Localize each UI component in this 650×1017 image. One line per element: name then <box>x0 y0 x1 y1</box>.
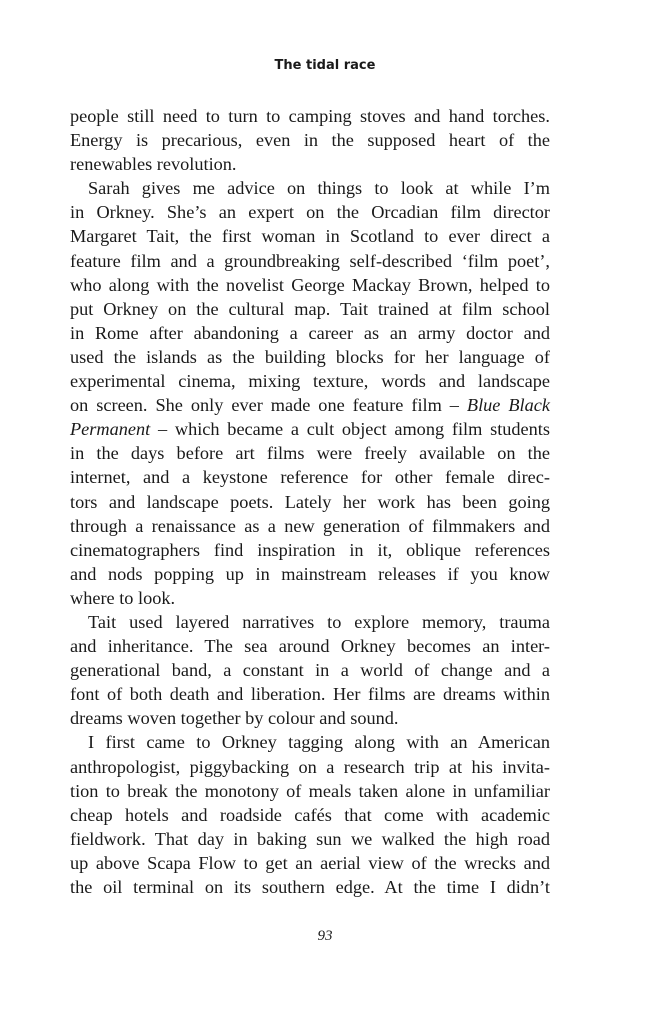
text-line <box>70 417 550 441</box>
text-line: in Orkney. She’s an expert on the Orcadian film director <box>70 202 550 223</box>
film-title-italic: Blue Black <box>466 395 551 416</box>
text-run: – which became a cult object among film students <box>150 419 550 440</box>
paragraph <box>70 610 550 730</box>
text-run: on screen. She only ever made one feature film – <box>70 395 467 416</box>
text-line: fieldwork. That day in baking sun we walked the high road <box>70 828 550 849</box>
paragraph <box>70 104 550 176</box>
text-line: cheap hotels and roadside cafés that come with academic <box>70 804 550 825</box>
text-line: cinematographers find inspiration in it, oblique references <box>70 539 550 560</box>
text-line: Energy is precarious, even in the supposed heart of the <box>70 130 550 151</box>
text-line: people still need to turn to camping stoves and hand torches. <box>70 106 550 126</box>
text-line: renewables revolution. <box>70 154 237 175</box>
text-line: internet, and a keystone reference for other female direc- <box>70 467 550 488</box>
text-line: font of both death and liberation. Her films are dreams within <box>70 684 550 705</box>
text-line: where to look. <box>70 587 176 608</box>
text-line: who along with the novelist George Mackay Brown, helped to <box>70 274 550 295</box>
running-head: The tidal race <box>274 58 376 73</box>
film-title-italic: Permanent <box>70 419 151 440</box>
text-line: in the days before art films were freely available on the <box>70 443 550 464</box>
text-line <box>70 393 550 417</box>
paragraph <box>70 730 550 899</box>
body-text <box>70 104 550 899</box>
text-line: experimental cinema, mixing texture, words and landscape <box>70 371 550 392</box>
text-line: tion to break the monotony of meals taken alone in unfamiliar <box>70 780 550 801</box>
text-line: Sarah gives me advice on things to look at while I’m <box>88 178 550 199</box>
text-line: through a renaissance as a new generation of filmmakers and <box>70 515 550 536</box>
text-line: feature film and a groundbreaking self-described ‘film poet’, <box>70 250 550 271</box>
text-line: I first came to Orkney tagging along with an American <box>88 732 550 753</box>
text-line: dreams woven together by colour and sound. <box>70 708 399 729</box>
text-line: anthropologist, piggybacking on a research trip at his invita- <box>70 756 550 777</box>
text-line: and nods popping up in mainstream releases if you know <box>70 563 550 584</box>
text-line: in Rome after abandoning a career as an army doctor and <box>70 322 550 343</box>
page-number: 93 <box>317 928 333 944</box>
text-line: generational band, a constant in a world of change and a <box>70 660 550 681</box>
text-line: tors and landscape poets. Lately her work has been going <box>70 491 550 512</box>
text-line: used the islands as the building blocks for her language of <box>70 346 550 367</box>
text-line: the oil terminal on its southern edge. At the time I didn’t <box>70 877 550 897</box>
text-line: up above Scapa Flow to get an aerial view of the wrecks and <box>70 852 550 873</box>
text-line: and inheritance. The sea around Orkney becomes an inter- <box>70 636 550 657</box>
text-line: Margaret Tait, the first woman in Scotland to ever direct a <box>70 226 550 247</box>
text-line: Tait used layered narratives to explore memory, trauma <box>88 611 550 632</box>
paragraph <box>70 176 550 610</box>
text-line: put Orkney on the cultural map. Tait trained at film school <box>70 298 550 319</box>
